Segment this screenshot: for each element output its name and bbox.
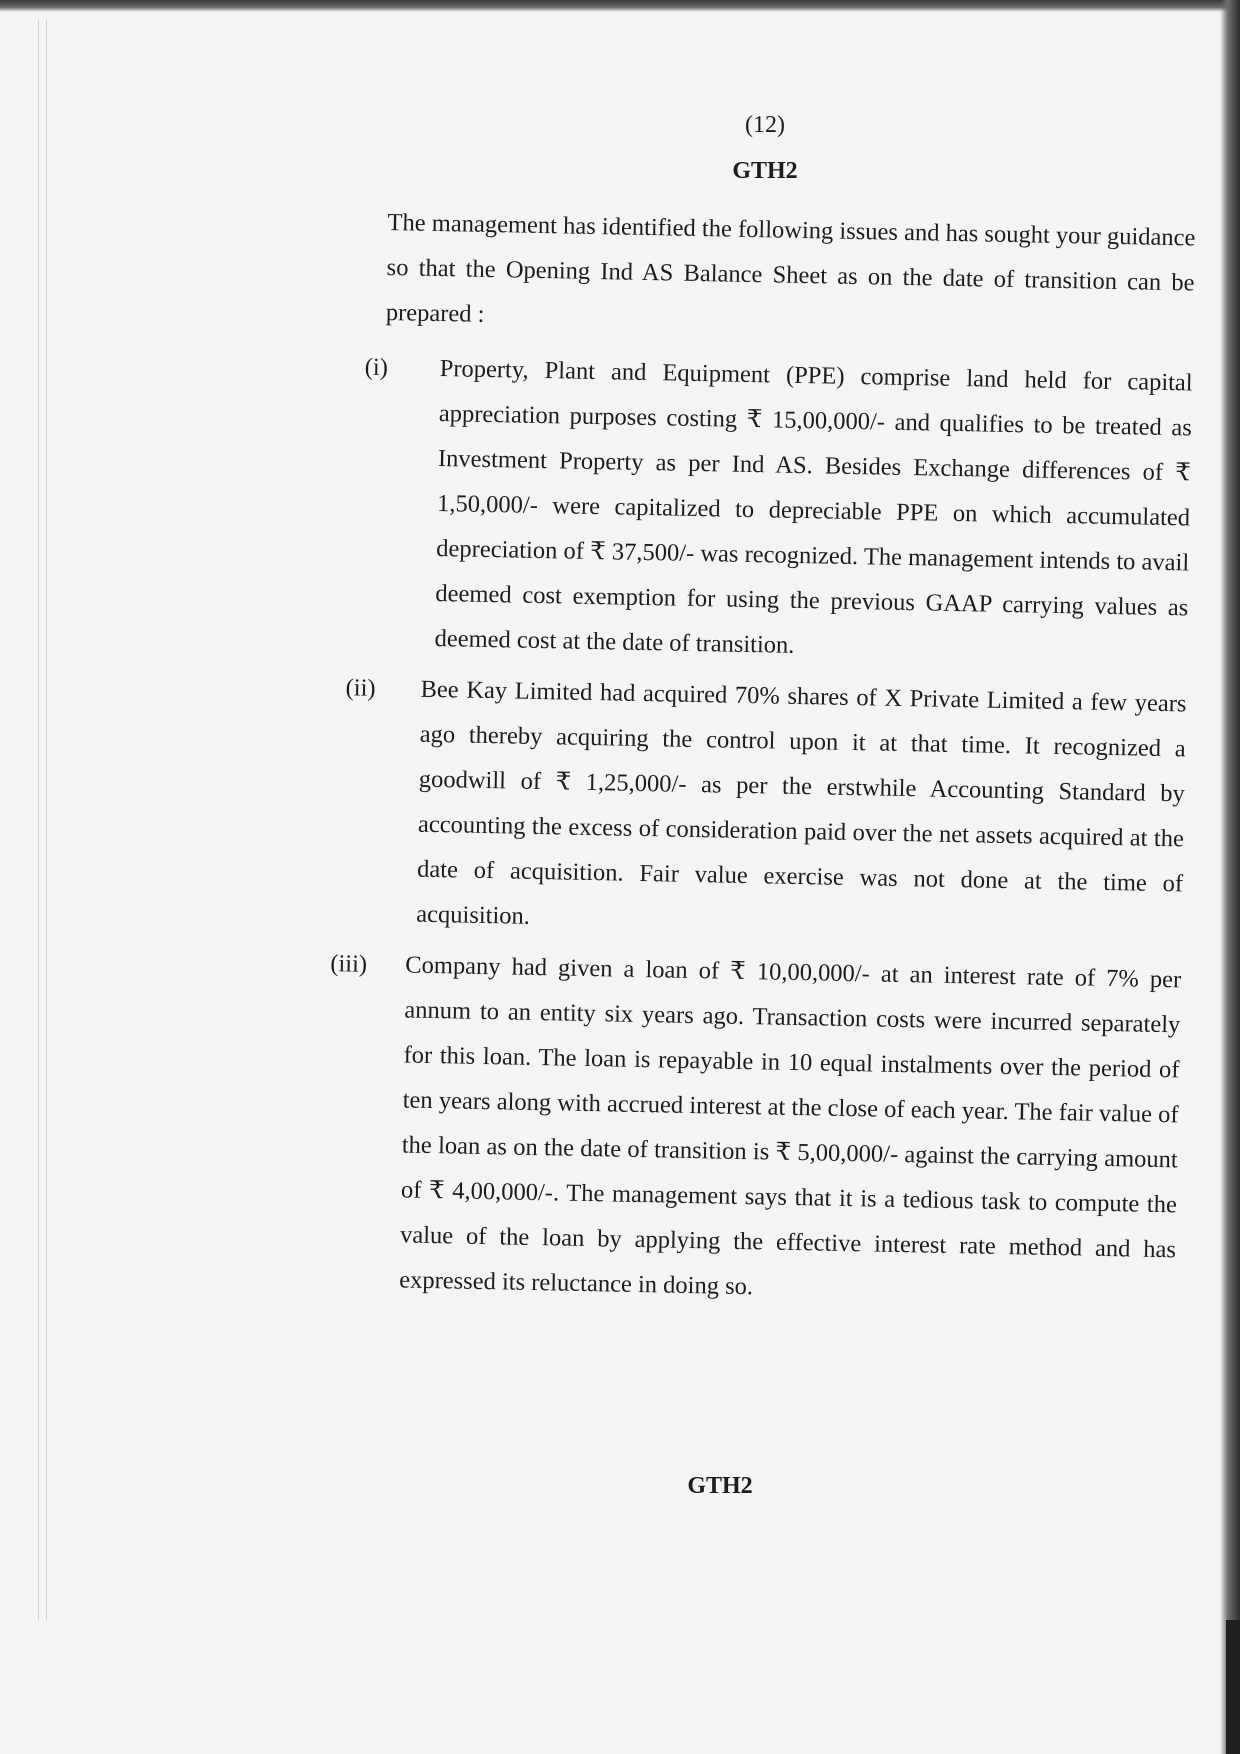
list-item-iii [330, 942, 1182, 1317]
item-text: Property, Plant and Equipment (PPE) comprise land held for capital appreciation purposes costing ₹ 15,00,000/- and qualifies to be treated as Investment Property as per Ind AS. Besides Exchange differences of ₹ 1,50,000/- were capitalized to depreciable PPE on which accumulated depreciation of ₹ 37,500/- was recognized. The management intends to avail deemed cost exemption for using the previous GAAP carrying values as deemed cost at the date of transition. [434, 355, 1193, 659]
paper-code-footer: GTH2 [687, 1473, 753, 1499]
page-number: (12) [745, 112, 785, 138]
list-item-ii [345, 667, 1187, 952]
question-body [330, 200, 1196, 1323]
item-text: Company had given a loan of ₹ 10,00,000/- at an interest rate of 7% per annum to an entity six years ago. Transaction costs were incurred separately for this loan. The loan is repayable in 10 equal instalments over the period of ten years along with accrued interest at the close of each year. The fair value of the loan as on the date of transition is ₹ 5,00,000/- against the carrying amount of ₹ 4,00,000/-. The management says that it is a tedious task to compute the value of the loan by applying the effective interest rate method and has expressed its reluctance in doing so. [399, 951, 1182, 1301]
item-number: (iii) [330, 950, 368, 978]
list-item-i [364, 346, 1193, 675]
scan-top-edge [0, 0, 1240, 12]
intro-paragraph: The management has identified the following issues and has sought your guidance so that the Opening Ind AS Balance Sheet as on the date of transition can be prepared : [385, 208, 1196, 328]
scan-right-shadow [1226, 1620, 1240, 1754]
paper-code-header: GTH2 [732, 158, 798, 184]
item-number: (i) [364, 353, 389, 382]
page-edge-line [46, 20, 47, 1620]
item-number: (ii) [345, 674, 376, 702]
item-text: Bee Kay Limited had acquired 70% shares of X Private Limited a few years ago thereby acquiring the control upon it at that time. It recognized a goodwill of ₹ 1,25,000/- as per the erstwhile Accounting Standard by accounting the excess of consideration paid over the net assets acquired at the date of acquisition. Fair value exercise was not done at the time of acquisition. [416, 675, 1187, 930]
page-edge-line [38, 20, 39, 1620]
